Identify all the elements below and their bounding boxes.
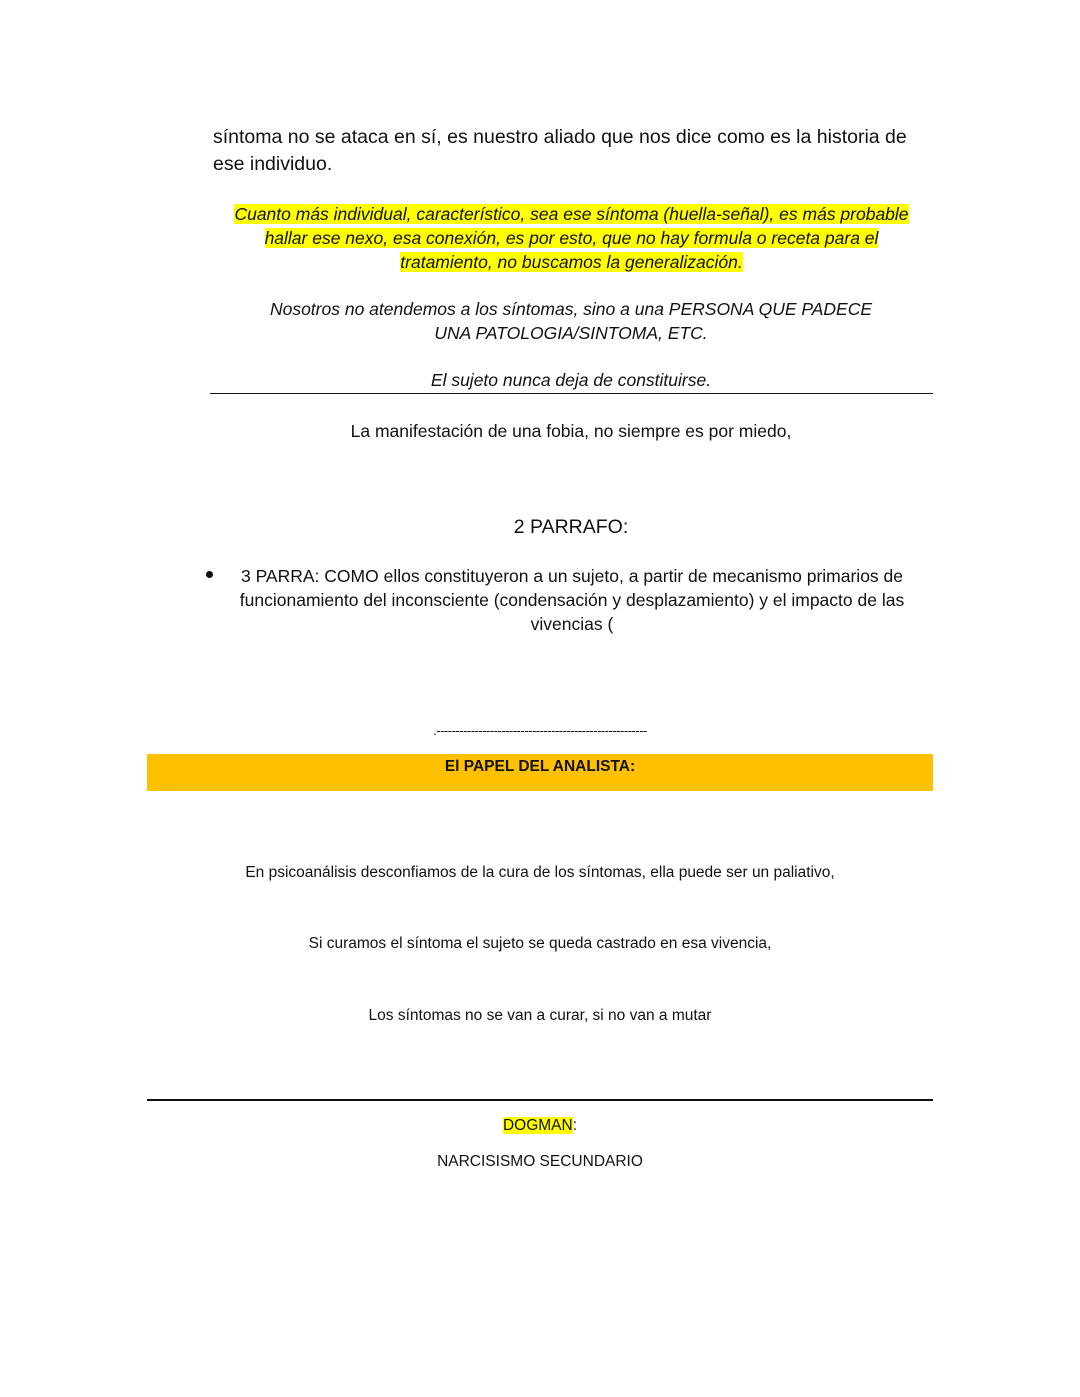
person-statement: Nosotros no atendemos a los síntomas, sino a una PERSONA QUE PADECE UNA PATOLOGIA/SINTOMA, ETC. [269,299,873,343]
line-cura: En psicoanálisis desconfiamos de la cura de los síntomas, ella puede ser un paliativo, [245,864,835,881]
narcisismo-line: NARCISISMO SECUNDARIO [437,1153,643,1170]
subject-statement: El sujeto nunca deja de constituirse. [430,370,712,390]
horizontal-rule-top [210,393,933,394]
line-castrado: Si curamos el síntoma el sujeto se queda castrado en esa vivencia, [308,935,772,952]
dogman-colon: : [572,1117,578,1134]
dogman-heading [147,1115,933,1137]
line-mutar: Los síntomas no se van a curar, si no van a mutar [368,1007,712,1024]
phobia-line: La manifestación de una fobia, no siempre es por miedo, [350,421,792,441]
highlighted-quote-text: Cuanto más individual, característico, sea ese síntoma (huella-señal), es más probable hallar ese nexo, esa conexión, es por esto, que no hay formula o receta para el tratamiento, no buscamos la generalización. [234,204,909,272]
intro-paragraph: síntoma no se ataca en sí, es nuestro aliado que nos dice como es la historia de ese individuo. [213,126,907,175]
dogman-label: DOGMAN [502,1117,573,1134]
bullet-dot-icon [206,571,213,578]
highlighted-quote [225,202,918,274]
horizontal-rule-bottom [147,1099,933,1101]
section-banner-title: El PAPEL DEL ANALISTA: [444,758,636,775]
dashed-separator: .------------------------------------------------------- [433,723,647,738]
heading-2-parrafo: 2 PARRAFO: [513,516,629,538]
bullet-3-parra: 3 PARRA: COMO ellos constituyeron a un sujeto, a partir de mecanismo primarios de funcionamiento del inconsciente (condensación y desplazamiento) y el impacto de las vivencias ( [239,566,905,634]
